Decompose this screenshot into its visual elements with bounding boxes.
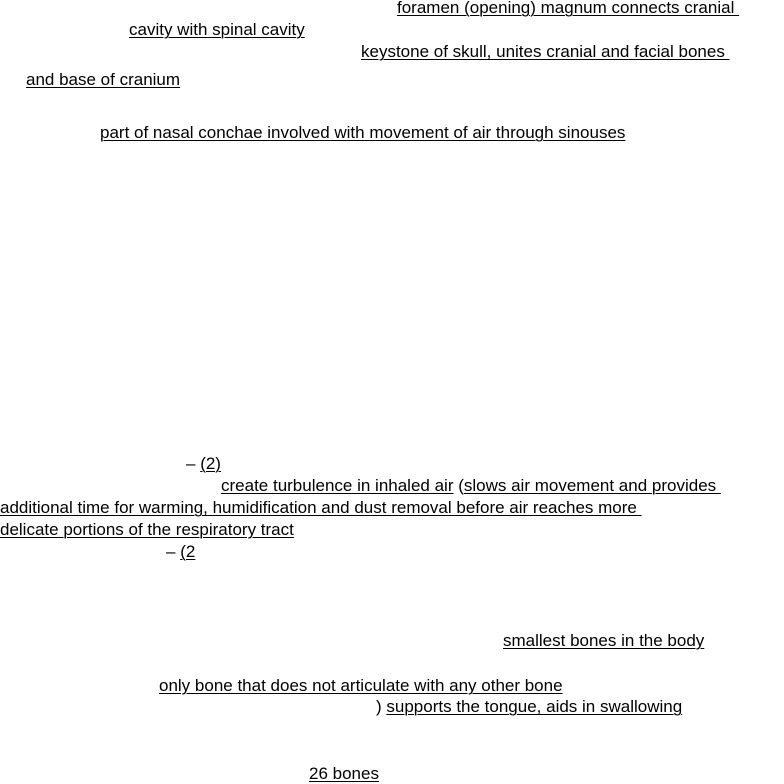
foramen-magnum-text: foramen (opening) magnum connects cranial [397, 0, 740, 17]
separator-paren: ( [453, 476, 464, 495]
hyoid-articulation-text: only bone that does not articulate with any other bone [159, 676, 563, 695]
base-cranium-text: and base of cranium [26, 70, 181, 89]
close-paren: ) [376, 697, 387, 716]
additional-time-text: additional time for warming, humidification and dust removal before air reaches more [0, 498, 642, 517]
hyoid-function-line [376, 697, 682, 717]
count-value: (2) [200, 454, 221, 473]
nasal-conchae-text: part of nasal conchae involved with movement of air through sinouses [100, 123, 626, 142]
turbulence-line [221, 476, 721, 496]
respiratory-tract-text: delicate portions of the respiratory tract [0, 520, 294, 539]
count-line-1 [186, 454, 221, 474]
bone-count-text: 26 bones [309, 764, 379, 783]
dash: – [166, 542, 181, 561]
turbulence-text: create turbulence in inhaled air [221, 476, 454, 495]
smallest-bones-text: smallest bones in the body [503, 631, 705, 650]
count-value: (2 [180, 542, 196, 561]
count-line-2 [166, 542, 195, 562]
keystone-skull-text: keystone of skull, unites cranial and facial bones [361, 42, 730, 61]
tongue-swallowing-text: supports the tongue, aids in swallowing [386, 697, 683, 716]
slows-air-text: slows air movement and provides [463, 476, 721, 495]
spinal-cavity-text: cavity with spinal cavity [129, 20, 305, 39]
dash: – [186, 454, 201, 473]
